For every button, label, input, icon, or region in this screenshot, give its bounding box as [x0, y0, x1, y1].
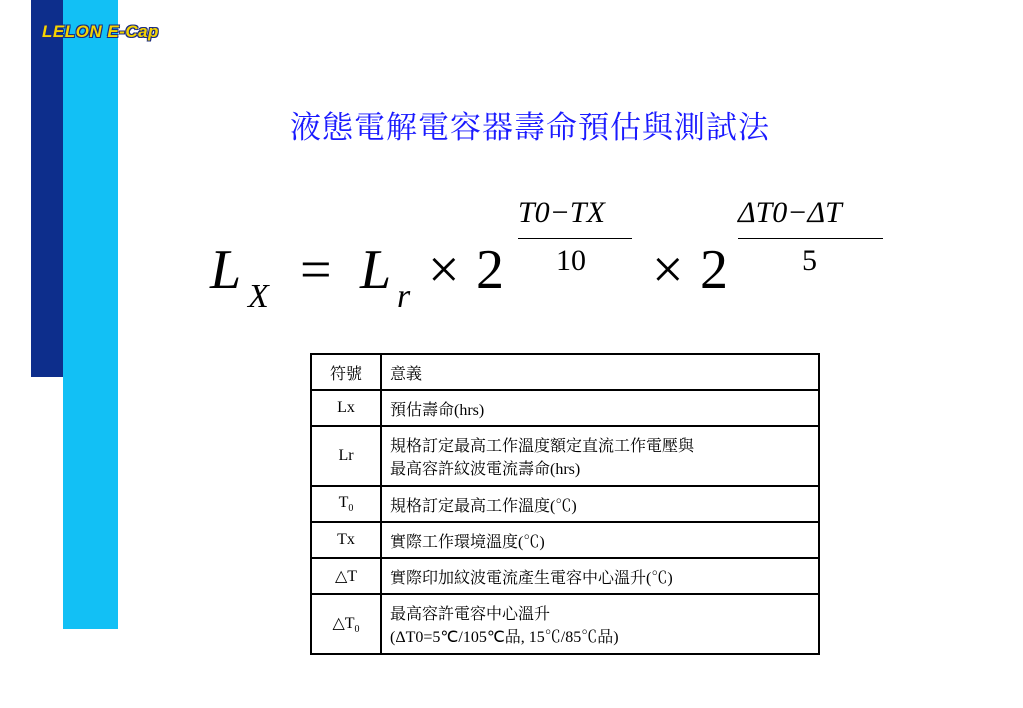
formula-equals: =	[300, 239, 332, 301]
symbol-cell: Lx	[311, 390, 381, 426]
meaning-cell: 實際工作環境溫度(℃)	[381, 522, 819, 558]
meaning-cell	[381, 426, 819, 486]
symbol-cell: Tx	[311, 522, 381, 558]
formula-exp2-denominator: 5	[802, 244, 817, 277]
meaning-line: 最高容許紋波電流壽命(hrs)	[390, 461, 581, 478]
symbol-cell: △T	[311, 558, 381, 594]
formula-sub-r: r	[397, 278, 411, 315]
formula-L: L	[210, 239, 242, 301]
formula-exp1-fraction-bar	[518, 238, 632, 239]
page-title: 液態電解電容器壽命預估與測試法	[290, 110, 770, 146]
formula-base-2-a: 2	[476, 239, 504, 301]
formula-L-r: L	[360, 239, 392, 301]
brand-logo: LELON E-Cap	[42, 22, 159, 41]
table-row	[311, 486, 819, 522]
formula-times-2: ×	[652, 239, 684, 301]
formula-exp2-fraction-bar	[738, 238, 883, 239]
formula-times-1: ×	[428, 239, 460, 301]
meaning-line: (ΔT0=5℃/105℃品, 15℃/85℃品)	[390, 629, 619, 646]
symbol-cell: $\triangle T_0$	[311, 594, 381, 654]
table-row	[311, 390, 819, 426]
meaning-cell	[381, 594, 819, 654]
meaning-cell: 規格訂定最高工作溫度(℃)	[381, 486, 819, 522]
formula-exp1-numerator: T0−TX	[518, 196, 605, 229]
header-meaning: 意義	[381, 354, 819, 390]
table-header-row	[311, 354, 819, 390]
table-row	[311, 558, 819, 594]
formula-base-2-b: 2	[700, 239, 728, 301]
symbol-table	[310, 353, 820, 655]
symbol-cell: Lr	[311, 426, 381, 486]
table-row	[311, 594, 819, 654]
meaning-line: 規格訂定最高工作溫度額定直流工作電壓與	[390, 438, 695, 455]
life-formula	[0, 0, 1023, 340]
formula-exp1-denominator: 10	[556, 244, 586, 277]
formula-exp2-numerator: ΔT0−ΔT	[738, 196, 842, 229]
symbol-cell: $T_0$	[311, 486, 381, 522]
table-row	[311, 426, 819, 486]
header-symbol: 符號	[311, 354, 381, 390]
meaning-cell: 預估壽命(hrs)	[381, 390, 819, 426]
meaning-cell: 實際印加紋波電流產生電容中心溫升(℃)	[381, 558, 819, 594]
formula-sub-X: X	[248, 278, 269, 315]
table-row	[311, 522, 819, 558]
meaning-line: 最高容許電容中心溫升	[390, 606, 551, 623]
